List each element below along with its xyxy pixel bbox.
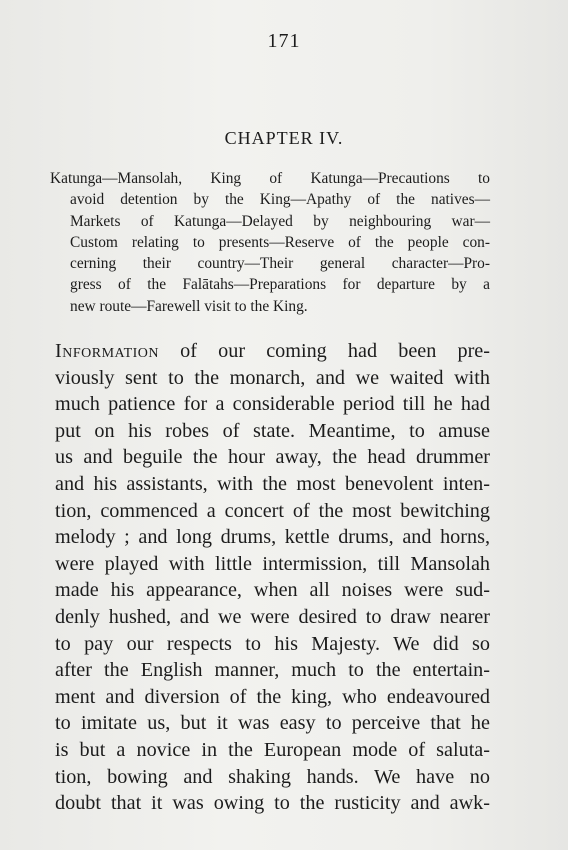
body-line: denly hushed, and we were desired to draw nearer <box>55 605 490 628</box>
body-line-text: of our coming had been pre- <box>180 340 490 362</box>
body-line: put on his robes of state. Meantime, to amuse <box>55 419 490 442</box>
chapter-title: CHAPTER IV. <box>224 128 344 148</box>
synopsis-line: cerning their country—Their general character—Pro- <box>70 255 490 273</box>
synopsis-line: avoid detention by the King—Apathy of the natives— <box>70 191 490 209</box>
body-line: much patience for a considerable period till he had <box>55 393 490 416</box>
synopsis-line: gress of the Falātahs—Preparations for departure by a <box>70 276 490 294</box>
body-line: is but a novice in the European mode of saluta- <box>55 738 490 761</box>
body-line: us and beguile the hour away, the head drummer <box>55 446 490 469</box>
page-number: 171 <box>267 30 301 52</box>
body-line: tion, bowing and shaking hands. We have no <box>55 765 490 788</box>
body-text <box>55 338 490 817</box>
body-line: to imitate us, but it was easy to perceive that he <box>55 712 490 735</box>
chapter-synopsis <box>50 168 490 317</box>
synopsis-line: new route—Farewell visit to the King. <box>70 297 308 315</box>
body-line: ment and diversion of the king, who endeavoured <box>55 685 490 708</box>
body-line: made his appearance, when all noises were sud- <box>55 579 490 602</box>
body-line: were played with little intermission, till Mansolah <box>55 552 490 575</box>
body-line: doubt that it was owing to the rusticity and awk- <box>55 792 490 815</box>
body-line: tion, commenced a concert of the most bewitching <box>55 499 490 522</box>
synopsis-line: Katunga—Mansolah, King of Katunga—Precautions to <box>50 170 490 187</box>
body-line <box>55 338 490 365</box>
body-line: to pay our respects to his Majesty. We did so <box>55 632 490 655</box>
synopsis-line: Markets of Katunga—Delayed by neighbouring war— <box>70 212 490 230</box>
body-line: and his assistants, with the most benevolent inten- <box>55 472 490 495</box>
body-line: melody ; and long drums, kettle drums, and horns, <box>55 526 490 549</box>
synopsis-line: Custom relating to presents—Reserve of the people con- <box>70 233 490 251</box>
body-line: after the English manner, much to the entertain- <box>55 659 490 682</box>
opening-word: Information <box>55 340 160 362</box>
body-line: viously sent to the monarch, and we waited with <box>55 366 490 389</box>
